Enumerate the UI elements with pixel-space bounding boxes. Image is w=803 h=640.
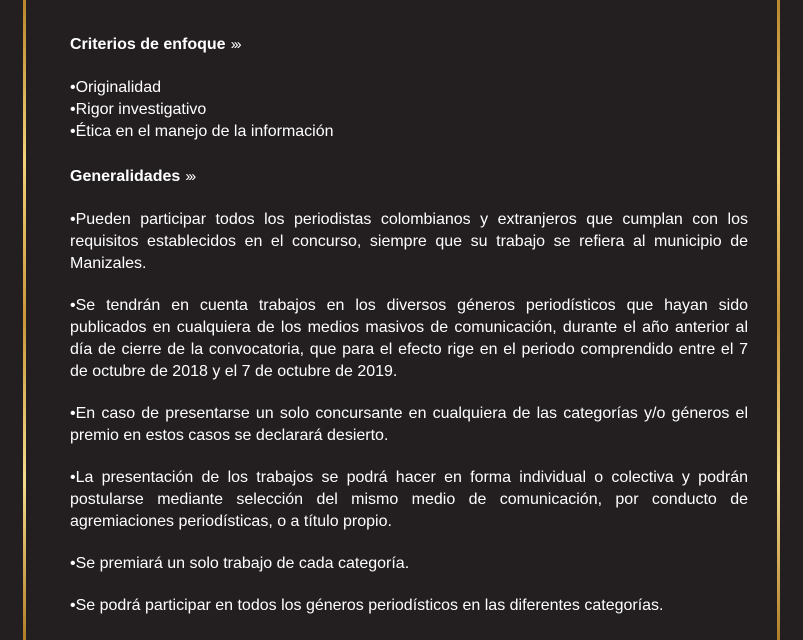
list-item: •Rigor investigativo [70, 101, 207, 118]
criteria-heading [70, 34, 748, 56]
chevrons-icon: ››› [230, 36, 240, 53]
general-title: Generalidades [70, 168, 181, 185]
general-heading [70, 166, 748, 188]
chevrons-icon: ››› [185, 168, 195, 185]
general-paragraph: •Se podrá participar en todos los géneros periodísticos en las diferentes categorías. [70, 597, 664, 614]
gold-frame-right [777, 0, 780, 640]
general-paragraph: •Pueden participar todos los periodistas colombianos y extranjeros que cumplan con los requisitos establecidos en el concurso, siempre que su trabajo se refiera al municipio de Manizales. [70, 211, 748, 272]
general-paragraph: •En caso de presentarse un solo concursante en cualquiera de las categorías y/o géneros el premio en estos casos se declarará desierto. [70, 405, 748, 444]
criteria-title: Criterios de enfoque [70, 36, 226, 53]
list-item: •Originalidad [70, 79, 161, 96]
gold-frame-left [23, 0, 26, 640]
criteria-list [70, 77, 748, 143]
general-paragraph: •Se premiará un solo trabajo de cada categoría. [70, 555, 410, 572]
document-content [70, 34, 748, 617]
general-paragraph: •Se tendrán en cuenta trabajos en los diversos géneros periodísticos que hayan sido publicados en cualquiera de los medios masivos de comunicación, durante el año anterior al día de cierre de la convocatoria, que para el efecto rige en el periodo comprendido entre el 7 de octubre de 2018 y el 7 de octubre de 2019. [70, 297, 748, 380]
list-item: •Ética en el manejo de la información [70, 123, 334, 140]
general-paragraph: •La presentación de los trabajos se podrá hacer en forma individual o colectiva y podrán postularse mediante selección del mismo medio de comunicación, por conducto de agremiaciones periodísticas, o a título propio. [70, 469, 748, 530]
